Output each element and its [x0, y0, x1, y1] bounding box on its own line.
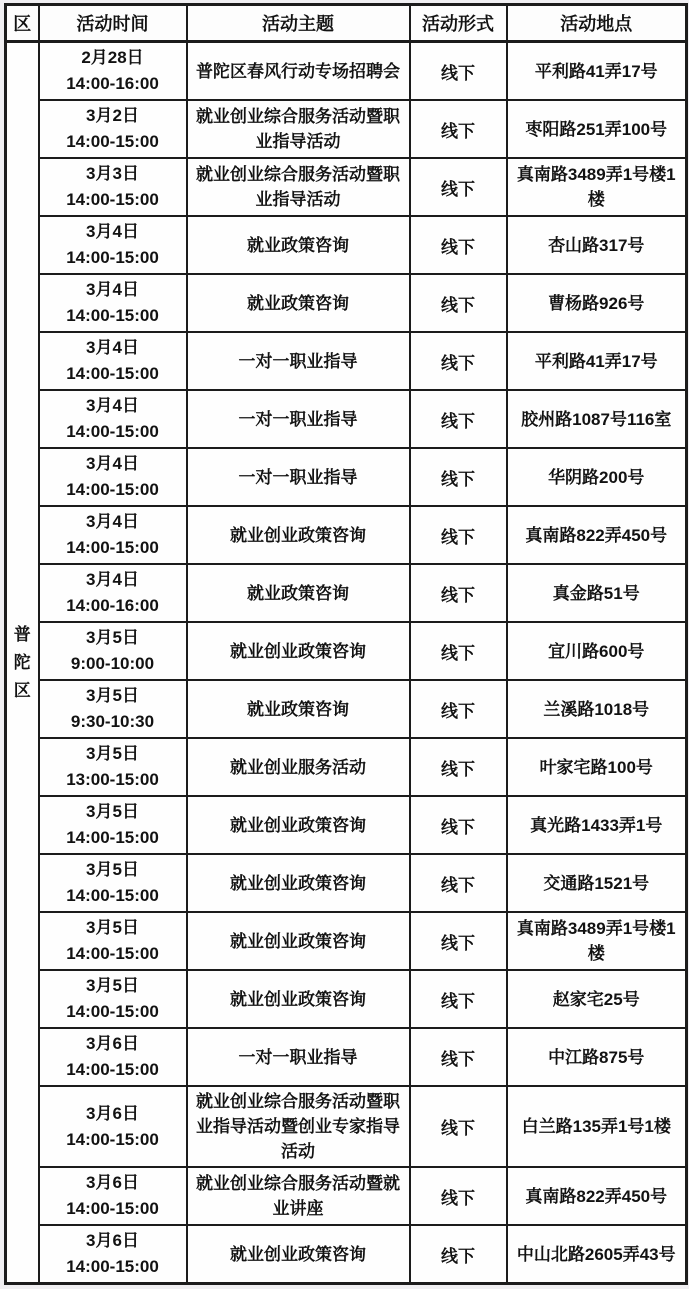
cell-activity-location: 中江路875号	[507, 1028, 687, 1086]
cell-activity-format: 线下	[410, 912, 507, 970]
activity-date: 3月3日	[86, 164, 139, 183]
cell-activity-format: 线下	[410, 42, 507, 101]
cell-activity-theme: 就业政策咨询	[187, 216, 410, 274]
activity-date: 3月5日	[86, 976, 139, 995]
cell-activity-theme: 一对一职业指导	[187, 390, 410, 448]
cell-activity-time	[39, 1167, 187, 1225]
cell-activity-theme: 就业创业政策咨询	[187, 506, 410, 564]
activity-hours: 14:00-15:00	[66, 190, 159, 209]
activity-date: 3月5日	[86, 744, 139, 763]
cell-activity-location: 赵家宅25号	[507, 970, 687, 1028]
activity-hours: 14:00-15:00	[66, 944, 159, 963]
table-row	[6, 854, 687, 912]
activity-date: 3月4日	[86, 570, 139, 589]
activity-date: 3月4日	[86, 338, 139, 357]
table-row	[6, 738, 687, 796]
activity-hours: 14:00-15:00	[66, 132, 159, 151]
table-row	[6, 216, 687, 274]
cell-activity-time	[39, 796, 187, 854]
table-row	[6, 796, 687, 854]
activity-date: 3月5日	[86, 918, 139, 937]
cell-activity-time	[39, 274, 187, 332]
district-cell: 普陀区	[6, 42, 39, 1284]
cell-activity-location: 中山北路2605弄43号	[507, 1225, 687, 1284]
cell-activity-time	[39, 42, 187, 101]
cell-activity-time	[39, 622, 187, 680]
cell-activity-theme: 就业创业综合服务活动暨就业讲座	[187, 1167, 410, 1225]
cell-activity-theme: 就业政策咨询	[187, 564, 410, 622]
activity-hours: 14:00-15:00	[66, 1199, 159, 1218]
cell-activity-format: 线下	[410, 506, 507, 564]
cell-activity-time	[39, 1086, 187, 1167]
header-district: 区	[6, 5, 39, 42]
cell-activity-format: 线下	[410, 738, 507, 796]
cell-activity-location: 真南路3489弄1号楼1楼	[507, 912, 687, 970]
cell-activity-location: 真金路51号	[507, 564, 687, 622]
cell-activity-location: 叶家宅路100号	[507, 738, 687, 796]
cell-activity-time	[39, 506, 187, 564]
cell-activity-location: 交通路1521号	[507, 854, 687, 912]
header-activity-theme: 活动主题	[187, 5, 410, 42]
activity-date: 3月6日	[86, 1173, 139, 1192]
table-row	[6, 564, 687, 622]
table-row	[6, 1086, 687, 1167]
cell-activity-location: 平利路41弄17号	[507, 332, 687, 390]
cell-activity-format: 线下	[410, 216, 507, 274]
events-table	[4, 3, 688, 1285]
cell-activity-theme: 就业创业综合服务活动暨职业指导活动暨创业专家指导活动	[187, 1086, 410, 1167]
cell-activity-time	[39, 912, 187, 970]
table-header	[6, 5, 687, 42]
cell-activity-theme: 就业创业政策咨询	[187, 1225, 410, 1284]
cell-activity-theme: 一对一职业指导	[187, 448, 410, 506]
activity-date: 3月5日	[86, 860, 139, 879]
table-row	[6, 970, 687, 1028]
cell-activity-location: 华阴路200号	[507, 448, 687, 506]
cell-activity-theme: 就业政策咨询	[187, 274, 410, 332]
cell-activity-theme: 就业创业综合服务活动暨职业指导活动	[187, 100, 410, 158]
table-row	[6, 1167, 687, 1225]
activity-hours: 14:00-15:00	[66, 480, 159, 499]
cell-activity-time	[39, 332, 187, 390]
cell-activity-format: 线下	[410, 1225, 507, 1284]
activity-date: 3月6日	[86, 1231, 139, 1250]
cell-activity-format: 线下	[410, 448, 507, 506]
activity-hours: 14:00-15:00	[66, 538, 159, 557]
cell-activity-time	[39, 564, 187, 622]
cell-activity-time	[39, 216, 187, 274]
cell-activity-location: 白兰路135弄1号1楼	[507, 1086, 687, 1167]
activity-hours: 14:00-15:00	[66, 1257, 159, 1276]
header-activity-location: 活动地点	[507, 5, 687, 42]
activity-date: 3月6日	[86, 1103, 139, 1123]
activity-date: 3月6日	[86, 1034, 139, 1053]
cell-activity-format: 线下	[410, 1086, 507, 1167]
activity-hours: 14:00-15:00	[66, 306, 159, 325]
activity-hours: 14:00-16:00	[66, 74, 159, 93]
activity-hours: 14:00-15:00	[66, 364, 159, 383]
activity-date: 3月5日	[86, 686, 139, 705]
cell-activity-format: 线下	[410, 970, 507, 1028]
activity-date: 3月4日	[86, 512, 139, 531]
cell-activity-time	[39, 158, 187, 216]
cell-activity-format: 线下	[410, 274, 507, 332]
table-row	[6, 274, 687, 332]
cell-activity-theme: 就业政策咨询	[187, 680, 410, 738]
cell-activity-format: 线下	[410, 680, 507, 738]
cell-activity-theme: 就业创业政策咨询	[187, 912, 410, 970]
activity-hours: 14:00-15:00	[66, 422, 159, 441]
cell-activity-location: 真南路3489弄1号楼1楼	[507, 158, 687, 216]
cell-activity-location: 曹杨路926号	[507, 274, 687, 332]
activity-hours: 14:00-15:00	[66, 1002, 159, 1021]
table-row	[6, 100, 687, 158]
activity-hours: 14:00-15:00	[66, 1060, 159, 1079]
cell-activity-theme: 就业创业政策咨询	[187, 854, 410, 912]
table-row	[6, 158, 687, 216]
activity-hours: 14:00-15:00	[66, 886, 159, 905]
cell-activity-time	[39, 738, 187, 796]
activity-date: 3月2日	[86, 106, 139, 125]
activity-date: 2月28日	[81, 48, 144, 67]
cell-activity-location: 平利路41弄17号	[507, 42, 687, 101]
cell-activity-format: 线下	[410, 332, 507, 390]
cell-activity-time	[39, 390, 187, 448]
table-row	[6, 1225, 687, 1284]
cell-activity-theme: 就业创业综合服务活动暨职业指导活动	[187, 158, 410, 216]
activity-date: 3月5日	[86, 628, 139, 647]
table-row	[6, 448, 687, 506]
activity-hours: 14:00-16:00	[66, 596, 159, 615]
cell-activity-time	[39, 448, 187, 506]
activity-hours: 13:00-15:00	[66, 770, 159, 789]
table-row	[6, 506, 687, 564]
activity-date: 3月4日	[86, 396, 139, 415]
cell-activity-format: 线下	[410, 564, 507, 622]
cell-activity-time	[39, 1028, 187, 1086]
cell-activity-format: 线下	[410, 622, 507, 680]
cell-activity-format: 线下	[410, 796, 507, 854]
header-activity-time: 活动时间	[39, 5, 187, 42]
cell-activity-theme: 普陀区春风行动专场招聘会	[187, 42, 410, 101]
activity-date: 3月4日	[86, 280, 139, 299]
cell-activity-location: 枣阳路251弄100号	[507, 100, 687, 158]
table-row	[6, 390, 687, 448]
table-row	[6, 622, 687, 680]
activity-hours: 9:00-10:00	[70, 654, 155, 673]
table-row	[6, 1028, 687, 1086]
table-row	[6, 912, 687, 970]
table-row	[6, 332, 687, 390]
cell-activity-location: 胶州路1087号116室	[507, 390, 687, 448]
header-row	[6, 5, 687, 42]
header-activity-format: 活动形式	[410, 5, 507, 42]
cell-activity-theme: 就业创业服务活动	[187, 738, 410, 796]
cell-activity-format: 线下	[410, 854, 507, 912]
table-body	[6, 42, 687, 1284]
activity-hours: 14:00-15:00	[66, 248, 159, 267]
cell-activity-location: 杏山路317号	[507, 216, 687, 274]
cell-activity-time	[39, 680, 187, 738]
cell-activity-time	[39, 970, 187, 1028]
cell-activity-theme: 就业创业政策咨询	[187, 970, 410, 1028]
cell-activity-theme: 就业创业政策咨询	[187, 796, 410, 854]
activity-date: 3月5日	[86, 802, 139, 821]
cell-activity-format: 线下	[410, 1028, 507, 1086]
cell-activity-time	[39, 854, 187, 912]
cell-activity-format: 线下	[410, 158, 507, 216]
cell-activity-location: 真南路822弄450号	[507, 1167, 687, 1225]
cell-activity-location: 宜川路600号	[507, 622, 687, 680]
cell-activity-time	[39, 100, 187, 158]
cell-activity-theme: 一对一职业指导	[187, 332, 410, 390]
cell-activity-format: 线下	[410, 1167, 507, 1225]
cell-activity-location: 真南路822弄450号	[507, 506, 687, 564]
activity-date: 3月4日	[86, 222, 139, 241]
cell-activity-location: 真光路1433弄1号	[507, 796, 687, 854]
cell-activity-theme: 就业创业政策咨询	[187, 622, 410, 680]
table-row	[6, 680, 687, 738]
activity-date: 3月4日	[86, 454, 139, 473]
cell-activity-format: 线下	[410, 390, 507, 448]
activity-hours: 14:00-15:00	[66, 828, 159, 847]
activity-hours: 9:30-10:30	[70, 712, 155, 731]
cell-activity-format: 线下	[410, 100, 507, 158]
activity-hours: 14:00-15:00	[66, 1129, 159, 1149]
cell-activity-time	[39, 1225, 187, 1284]
cell-activity-theme: 一对一职业指导	[187, 1028, 410, 1086]
table-row	[6, 42, 687, 101]
cell-activity-location: 兰溪路1018号	[507, 680, 687, 738]
